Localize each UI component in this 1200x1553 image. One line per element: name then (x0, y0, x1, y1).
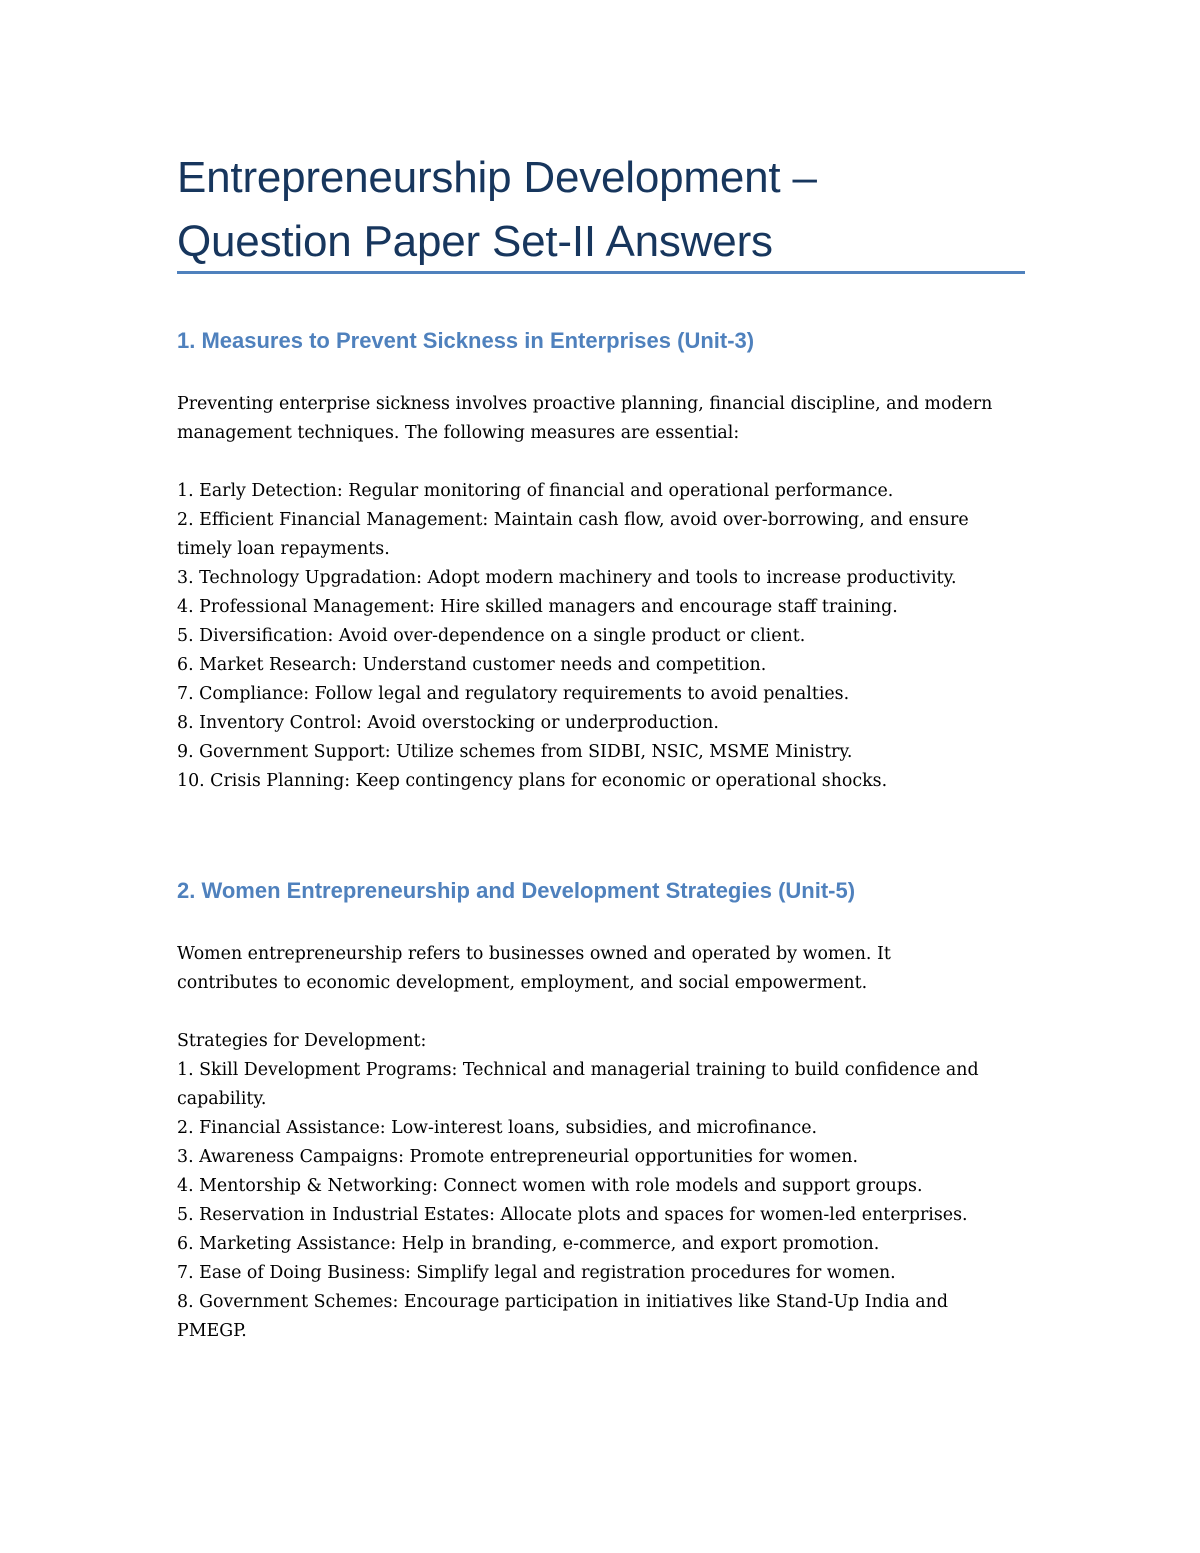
list-item: 6. Marketing Assistance: Help in branding, e-commerce, and export promotion. (177, 1234, 880, 1254)
list-item: 8. Inventory Control: Avoid overstocking or underproduction. (177, 713, 719, 733)
list-item: 5. Diversification: Avoid over-dependence on a single product or client. (177, 626, 806, 646)
section-2-intro-line-2: contributes to economic development, employment, and social empowerment. (177, 973, 868, 993)
list-item: 2. Efficient Financial Management: Maintain cash flow, avoid over-borrowing, and ensure (177, 510, 969, 530)
list-item: 2. Financial Assistance: Low-interest loans, subsidies, and microfinance. (177, 1118, 818, 1138)
document-title (177, 146, 1025, 274)
list-item: 4. Mentorship & Networking: Connect women with role models and support groups. (177, 1176, 923, 1196)
list-item: 8. Government Schemes: Encourage participation in initiatives like Stand-Up India and (177, 1292, 948, 1312)
section-2-heading: 2. Women Entrepreneurship and Development Strategies (Unit-5) (177, 878, 856, 903)
list-item: 6. Market Research: Understand customer needs and competition. (177, 655, 767, 675)
list-item: 9. Government Support: Utilize schemes from SIDBI, NSIC, MSME Ministry. (177, 742, 853, 762)
list-item: 3. Awareness Campaigns: Promote entrepreneurial opportunities for women. (177, 1147, 858, 1167)
list-item: 7. Ease of Doing Business: Simplify legal and registration procedures for women. (177, 1263, 896, 1283)
list-item: 1. Early Detection: Regular monitoring of financial and operational performance. (177, 481, 894, 501)
list-item: PMEGP. (177, 1321, 247, 1341)
section-1-intro (177, 390, 1025, 448)
section-2-intro-line-1: Women entrepreneurship refers to businesses owned and operated by women. It (177, 944, 891, 964)
section-1-measures-list (177, 477, 1025, 796)
title-underline (177, 271, 1025, 274)
strategies-label: Strategies for Development: (177, 1031, 427, 1051)
list-item: timely loan repayments. (177, 539, 390, 559)
list-item: 1. Skill Development Programs: Technical and managerial training to build confidence and (177, 1060, 979, 1080)
list-item: capability. (177, 1089, 267, 1109)
section-2-strategies-list (177, 1056, 1025, 1346)
list-item: 7. Compliance: Follow legal and regulatory requirements to avoid penalties. (177, 684, 850, 704)
list-item: 10. Crisis Planning: Keep contingency plans for economic or operational shocks. (177, 771, 888, 791)
list-item: 3. Technology Upgradation: Adopt modern machinery and tools to increase productivity. (177, 568, 957, 588)
list-item: 5. Reservation in Industrial Estates: Allocate plots and spaces for women-led enterprises. (177, 1205, 968, 1225)
section-2-intro (177, 940, 1025, 998)
section-1-heading: 1. Measures to Prevent Sickness in Enterprises (Unit-3) (177, 328, 755, 353)
document-title-line-1: Entrepreneurship Development – (177, 153, 817, 202)
list-item: 4. Professional Management: Hire skilled managers and encourage staff training. (177, 597, 898, 617)
section-1-intro-line-1: Preventing enterprise sickness involves proactive planning, financial discipline, and modern (177, 394, 993, 414)
document-title-line-2: Question Paper Set-II Answers (177, 217, 773, 266)
section-1-intro-line-2: management techniques. The following measures are essential: (177, 423, 740, 443)
